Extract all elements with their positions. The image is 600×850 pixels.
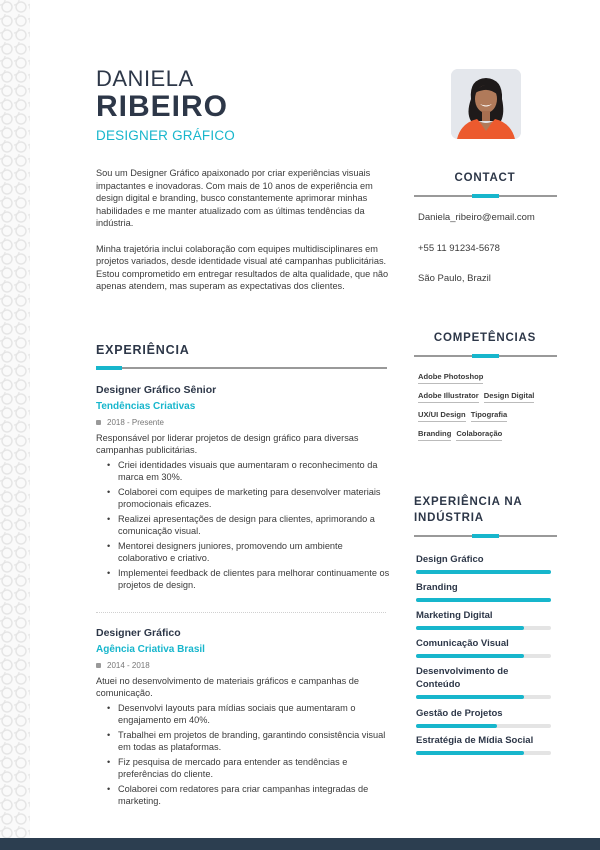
industry-item-label: Comunicação Visual [416,638,509,649]
industry-item-bar-fill [416,654,524,658]
bullet-item: • Implementei feedback de clientes para melhorar continuamente os projetos de design. [118,567,390,592]
summary [96,167,392,306]
job-entry-dates [96,661,396,670]
skill-tag: Design Digital [484,391,535,403]
profile-photo [451,69,521,139]
job-entry-company: Agência Criativa Brasil [96,644,205,655]
contact-phone[interactable]: +55 11 91234-5678 [418,243,500,254]
industry-item [416,637,558,658]
industry-item-bar-fill [416,570,551,574]
job-title: DESIGNER GRÁFICO [96,128,235,143]
accent-marker [472,194,499,198]
industry-item-label: Gestão de Projetos [416,708,503,719]
job-entry-dates-text: 2018 - Presente [107,418,164,427]
decorative-pattern [0,0,30,838]
industry-item [416,609,558,630]
industry-item-bar [416,695,551,699]
skills-divider [414,355,557,357]
skill-tag: Branding [418,429,451,441]
contact-divider [414,195,557,197]
industry-item-bar [416,654,551,658]
industry-item-label: Desenvolvimento de Conteúdo [416,666,509,690]
industry-item-bar-fill [416,598,551,602]
industry-heading: EXPERIÊNCIA NA INDÚSTRIA [414,496,523,524]
job-entry-company: Tendências Criativas [96,401,196,412]
job-entry [96,384,396,594]
job-entry-title: Designer Gráfico [96,627,181,639]
job-entry-description: Responsável por liderar projetos de design gráfico para diversas campanhas publicitárias. [96,433,359,456]
bullet-item: • Realizei apresentações de design para clientes, aprimorando a comunicação visual. [118,513,390,538]
skills-row [418,391,560,403]
accent-marker [96,366,122,370]
accent-marker [472,354,499,358]
contact-location: São Paulo, Brazil [418,273,491,284]
industry-item-label: Branding [416,582,458,593]
bullet-item: • Fiz pesquisa de mercado para entender as tendências e preferências do cliente. [118,756,390,781]
skill-tag: UX/UI Design [418,410,466,422]
job-entry-dates-text: 2014 - 2018 [107,661,150,670]
last-name: RIBEIRO [96,90,229,123]
experience-heading: EXPERIÊNCIA [96,343,190,357]
industry-divider [414,535,557,537]
bullet-item: • Criei identidades visuais que aumentaram o reconhecimento da marca em 30%. [118,459,390,484]
calendar-icon [96,420,101,425]
bullet-item: • Colaborei com redatores para criar campanhas integradas de marketing. [118,783,390,808]
industry-item-bar [416,724,551,728]
job-entry-bullets [96,459,390,592]
industry-item-bar-fill [416,724,497,728]
industry-item-bar [416,570,551,574]
skills-heading: COMPETÊNCIAS [433,332,537,344]
industry-item-bar [416,751,551,755]
experience-divider [96,367,387,369]
bullet-item: • Desenvolvi layouts para mídias sociais que aumentaram o engajamento em 40%. [118,702,390,727]
industry-item-label: Marketing Digital [416,610,493,621]
bullet-item: • Colaborei com equipes de marketing para desenvolver materiais promocionais eficazes. [118,486,390,511]
industry-item-bar-fill [416,695,524,699]
industry-item [416,581,558,602]
industry-item-label: Design Gráfico [416,554,484,565]
summary-paragraph: Sou um Designer Gráfico apaixonado por criar experiências visuais impactantes e inovadoras. Com mais de 10 anos de experiência em design digital e branding, busco constantemente aprimorar minhas habilidades e me manter atualizado com as últimas tendências da indústria. [96,168,373,229]
job-entry-title: Designer Gráfico Sênior [96,384,217,396]
industry-item [416,734,558,755]
summary-paragraph: Minha trajetória inclui colaboração com equipes multidisciplinares em projetos variados, desde identidade visual até campanhas publicitárias. Estou comprometido em entregar resultados de alta qualidade, que não apenas atendem, mas superam as expectativas dos clientes. [96,243,389,292]
skills-list [418,372,560,448]
industry-item [416,707,558,728]
industry-item [416,553,558,574]
industry-item-bar [416,598,551,602]
job-entry-bullets [96,702,390,808]
skill-tag: Tipografia [471,410,508,422]
bullet-item: • Trabalhei em projetos de branding, garantindo consistência visual em todas as plataformas. [118,729,390,754]
calendar-icon [96,663,101,668]
skills-row [418,372,560,384]
skill-tag: Colaboração [456,429,502,441]
contact-heading: CONTACT [454,172,516,184]
skills-row [418,410,560,422]
skill-tag: Adobe Illustrator [418,391,479,403]
job-entry-description: Atuei no desenvolvimento de materiais gráficos e campanhas de comunicação. [96,676,360,699]
industry-item-bar [416,626,551,630]
industry-item-bar-fill [416,626,524,630]
contact-email[interactable]: Daniela_ribeiro@email.com [418,212,535,223]
accent-marker [472,534,499,538]
job-entry-dates [96,418,396,427]
skills-row [418,429,560,441]
first-name: DANIELA [96,66,194,91]
profile-photo-illustration [451,69,521,139]
industry-item-label: Estratégia de Mídia Social [416,735,534,746]
footer-bar [0,838,600,850]
industry-item-bar-fill [416,751,524,755]
bullet-item: • Mentorei designers juniores, promovendo um ambiente colaborativo e criativo. [118,540,390,565]
job-separator [96,612,386,613]
industry-item [416,665,526,699]
skill-tag: Adobe Photoshop [418,372,483,384]
job-entry [96,627,396,810]
